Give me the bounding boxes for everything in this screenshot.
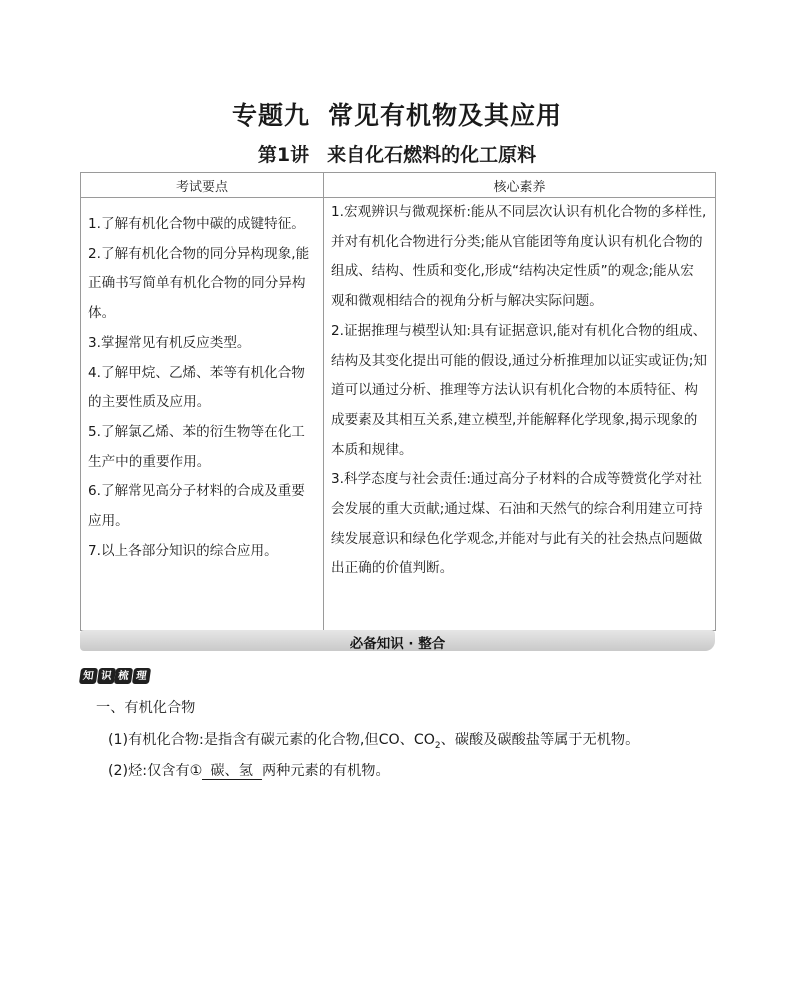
list-item: 1.了解有机化合物中碳的成键特征。 [88, 216, 305, 232]
section-banner-label: 必备知识 · 整合 [349, 636, 446, 652]
list-item: 1.宏观辨识与微观探析:能从不同层次认识有机化合物的多样性,并对有机化合物进行分类;能从官能团等角度认识有机化合物的组成、结构、性质和变化,形成“结构决定性质”的观念;能从宏观和微观相结合的视角分析与解决实际问题。 [331, 204, 707, 310]
list-item: 7.以上各部分知识的综合应用。 [88, 542, 278, 559]
p1-text-end: 、碳酸及碳酸盐等属于无机物。 [440, 732, 640, 748]
list-item: 2.了解有机化合物的同分异构现象,能正确书写简单有机化合物的同分异构体。 [88, 245, 310, 322]
tag-char: 梳 [114, 668, 133, 684]
paragraph-organic-compound [108, 729, 639, 751]
knowledge-review-tag [80, 666, 150, 685]
tag-char: 识 [96, 668, 115, 684]
section-banner [80, 630, 715, 651]
section-heading: 一、有机化合物 [96, 700, 196, 716]
p2-text: (2)烃:仅含有① [108, 763, 203, 779]
paragraph-hydrocarbon [108, 760, 390, 780]
list-item: 3.掌握常见有机反应类型。 [88, 334, 251, 351]
p1-text: (1)有机化合物:是指含有碳元素的化合物,但CO、CO [108, 732, 435, 748]
lecture-number: 第1讲 [257, 144, 310, 166]
requirements-table [80, 172, 716, 631]
list-item: 5.了解氯乙烯、苯的衍生物等在化工生产中的重要作用。 [88, 423, 305, 470]
table-row [81, 198, 716, 631]
page-title-name: 常见有机物及其应用 [328, 101, 563, 130]
list-item: 6.了解常见高分子材料的合成及重要应用。 [88, 483, 305, 530]
core-literacy-cell [324, 198, 716, 631]
exam-points-cell [81, 198, 324, 631]
list-item: 2.证据推理与模型认知:具有证据意识,能对有机化合物的组成、结构及其变化提出可能的假设,通过分析推理加以证实或证伪;知道可以通过分析、推理等方法认识有机化合物的本质特征、构成要素及其相互关系,建立模型,并能解释化学现象,揭示现象的本质和规律。 [331, 322, 707, 458]
fill-blank-answer: 碳、氢 [202, 763, 262, 780]
p1-subscript: 2 [434, 740, 441, 751]
tag-char: 知 [79, 668, 98, 684]
tag-char: 理 [131, 668, 150, 684]
lecture-name: 来自化石燃料的化工原料 [327, 144, 537, 166]
list-item: 3.科学态度与社会责任:通过高分子材料的合成等赞赏化学对社会发展的重大贡献;通过煤、石油和天然气的综合利用建立可持续发展意识和绿色化学观念,并能对与此有关的社会热点问题做出正确的价值判断。 [331, 471, 703, 577]
header-exam-points: 考试要点 [81, 173, 324, 198]
page-title [0, 96, 794, 132]
page-title-topic: 专题九 [231, 101, 310, 130]
list-item: 4.了解甲烷、乙烯、苯等有机化合物的主要性质及应用。 [88, 364, 305, 411]
table-header-row [81, 173, 716, 198]
header-core-literacy: 核心素养 [324, 173, 716, 198]
p2-text-end: 两种元素的有机物。 [261, 763, 390, 779]
lecture-title [0, 140, 794, 167]
